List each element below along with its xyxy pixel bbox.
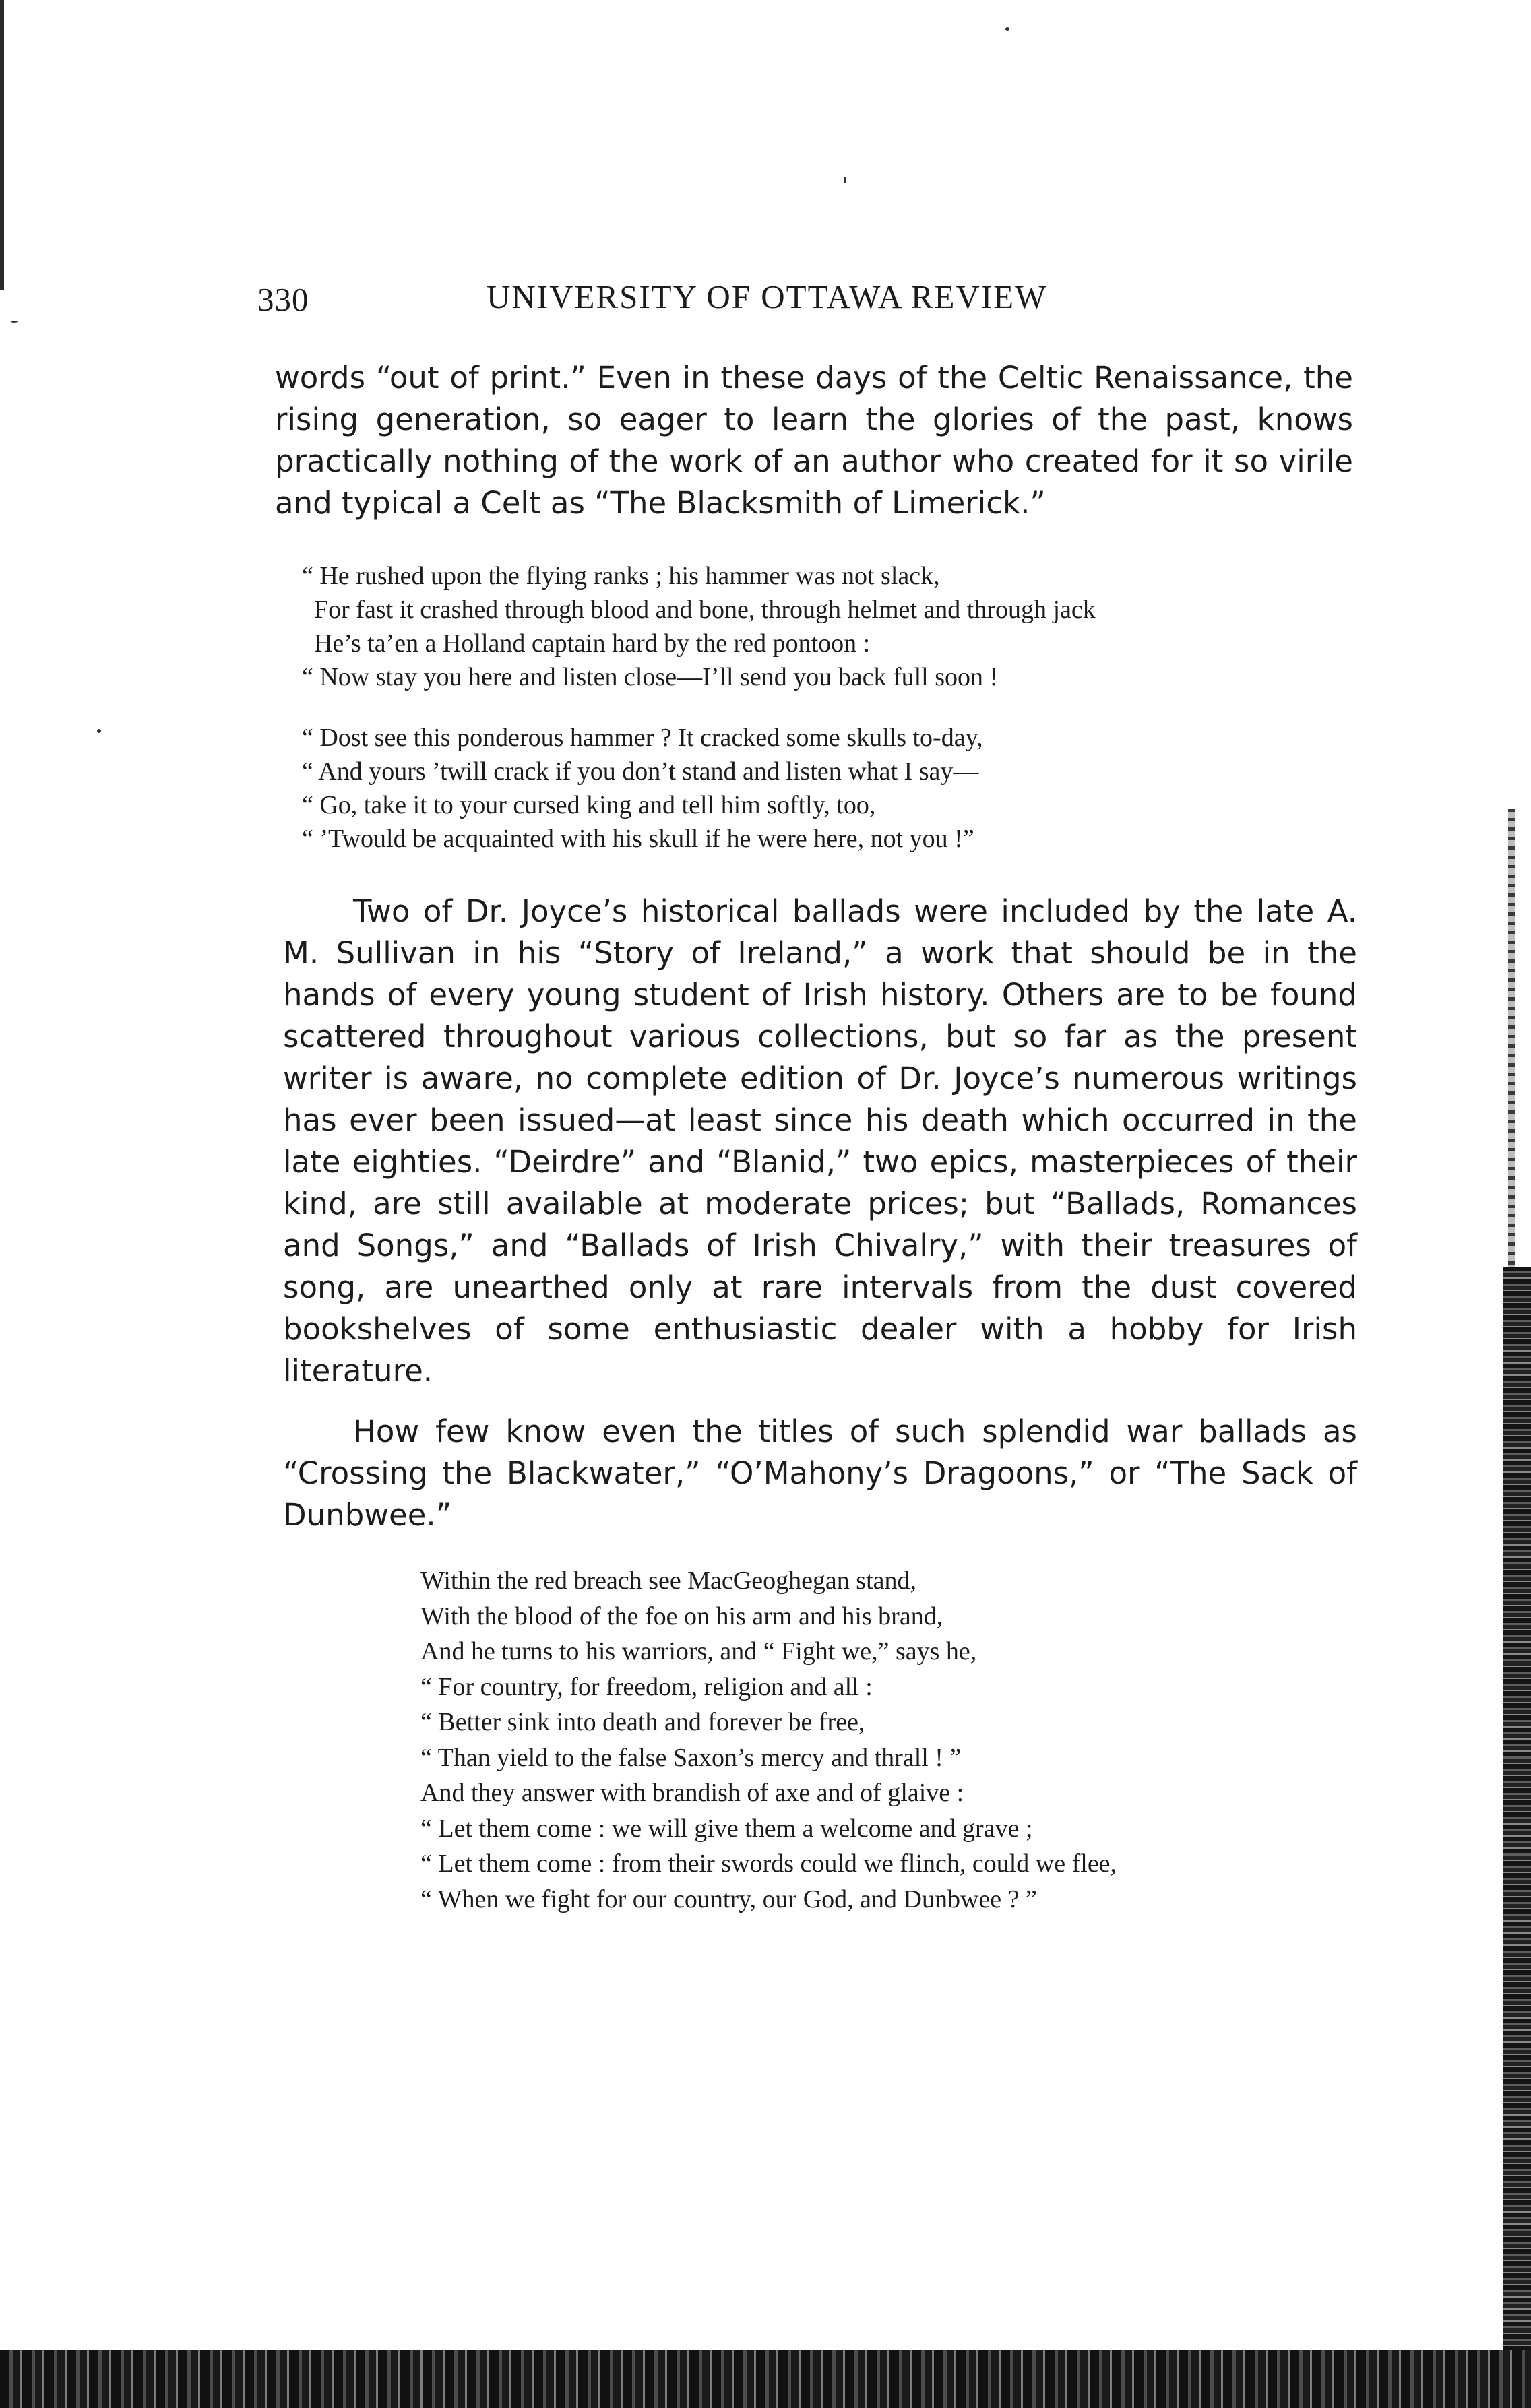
paragraph-3: How few know even the titles of such splendid war ballads as “Crossing the Blackwater,” “O’Mahony’s Dragoons,” or “The Sack of Dunbwee.” bbox=[283, 1414, 1357, 1533]
page-number: 330 bbox=[257, 281, 309, 318]
verse-line: “ For country, for freedom, religion and all : bbox=[420, 1672, 873, 1701]
verse-line: “ He rushed upon the flying ranks ; his hammer was not slack, bbox=[302, 562, 940, 590]
verse-stanza-1 bbox=[302, 559, 1096, 694]
scan-edge-left bbox=[0, 0, 4, 290]
scan-edge-bottom bbox=[0, 2350, 1531, 2408]
verse-line: Within the red breach see MacGeoghegan stand, bbox=[420, 1566, 917, 1595]
verse-stanza-2 bbox=[302, 721, 983, 856]
verse-line: “ And yours ’twill crack if you don’t stand and listen what I say— bbox=[302, 757, 979, 786]
journal-title: UNIVERSITY OF OTTAWA REVIEW bbox=[487, 278, 1048, 315]
scan-speck bbox=[1005, 27, 1009, 31]
verse-line: “ Dost see this ponderous hammer ? It cracked some skulls to-day, bbox=[302, 724, 983, 752]
verse-line: “ Better sink into death and forever be free, bbox=[420, 1708, 865, 1736]
verse-line: With the blood of the foe on his arm and his brand, bbox=[420, 1602, 943, 1630]
verse-line: And they answer with brandish of axe and of glaive : bbox=[420, 1779, 964, 1807]
verse-line: And he turns to his warriors, and “ Fight we,” says he, bbox=[420, 1637, 977, 1666]
paragraph-2: Two of Dr. Joyce’s historical ballads were included by the late A. M. Sullivan in his “Story of Ireland,” a work that should be in the hands of every young student of Irish history. Others are to be found scattered throughout various collections, but so far as the present writer is aware, no complete edition of Dr. Joyce’s numerous writings has ever been issued—at least since his death which occurred in the late eighties. “Deirdre” and “Blanid,” two epics, masterpieces of their kind, are still available at moderate prices; but “Ballads, Romances and Songs,” and “Ballads of Irish Chivalry,” with their treasures of song, are unearthed only at rare intervals from the dust covered bookshelves of some enthusiastic dealer with a hobby for Irish literature. bbox=[283, 893, 1357, 1389]
scan-edge-right bbox=[1503, 1267, 1531, 2408]
verse-line: “ Let them come : from their swords could we flinch, could we flee, bbox=[420, 1849, 1117, 1878]
scan-speck bbox=[844, 177, 846, 183]
verse-line: “ Now stay you here and listen close—I’ll send you back full soon ! bbox=[302, 663, 999, 691]
paragraph-1: words “out of print.” Even in these days of the Celtic Renaissance, the rising generation, so eager to learn the glories of the past, knows practically nothing of the work of an author who created for it so virile and typical a Celt as “The Blacksmith of Limerick.” bbox=[275, 360, 1353, 521]
verse-line: For fast it crashed through blood and bone, through helmet and through jack bbox=[314, 596, 1096, 624]
verse-line: “ When we fight for our country, our God, and Dunbwee ? ” bbox=[420, 1884, 1037, 1913]
running-head bbox=[257, 278, 1389, 325]
verse-line: “ ’Twould be acquainted with his skull if he were here, not you !” bbox=[302, 825, 974, 853]
verse-line: “ Let them come : we will give them a welcome and grave ; bbox=[420, 1814, 1033, 1843]
scan-speck bbox=[11, 321, 18, 323]
verse-line: “ Go, take it to your cursed king and tell him softly, too, bbox=[302, 791, 876, 819]
scan-edge-right-upper bbox=[1508, 809, 1515, 1267]
verse-stanza-3 bbox=[420, 1563, 1117, 1917]
verse-line: He’s ta’en a Holland captain hard by the red pontoon : bbox=[314, 629, 871, 658]
scan-speck bbox=[97, 729, 101, 733]
verse-line: “ Than yield to the false Saxon’s mercy and thrall ! ” bbox=[420, 1743, 962, 1772]
